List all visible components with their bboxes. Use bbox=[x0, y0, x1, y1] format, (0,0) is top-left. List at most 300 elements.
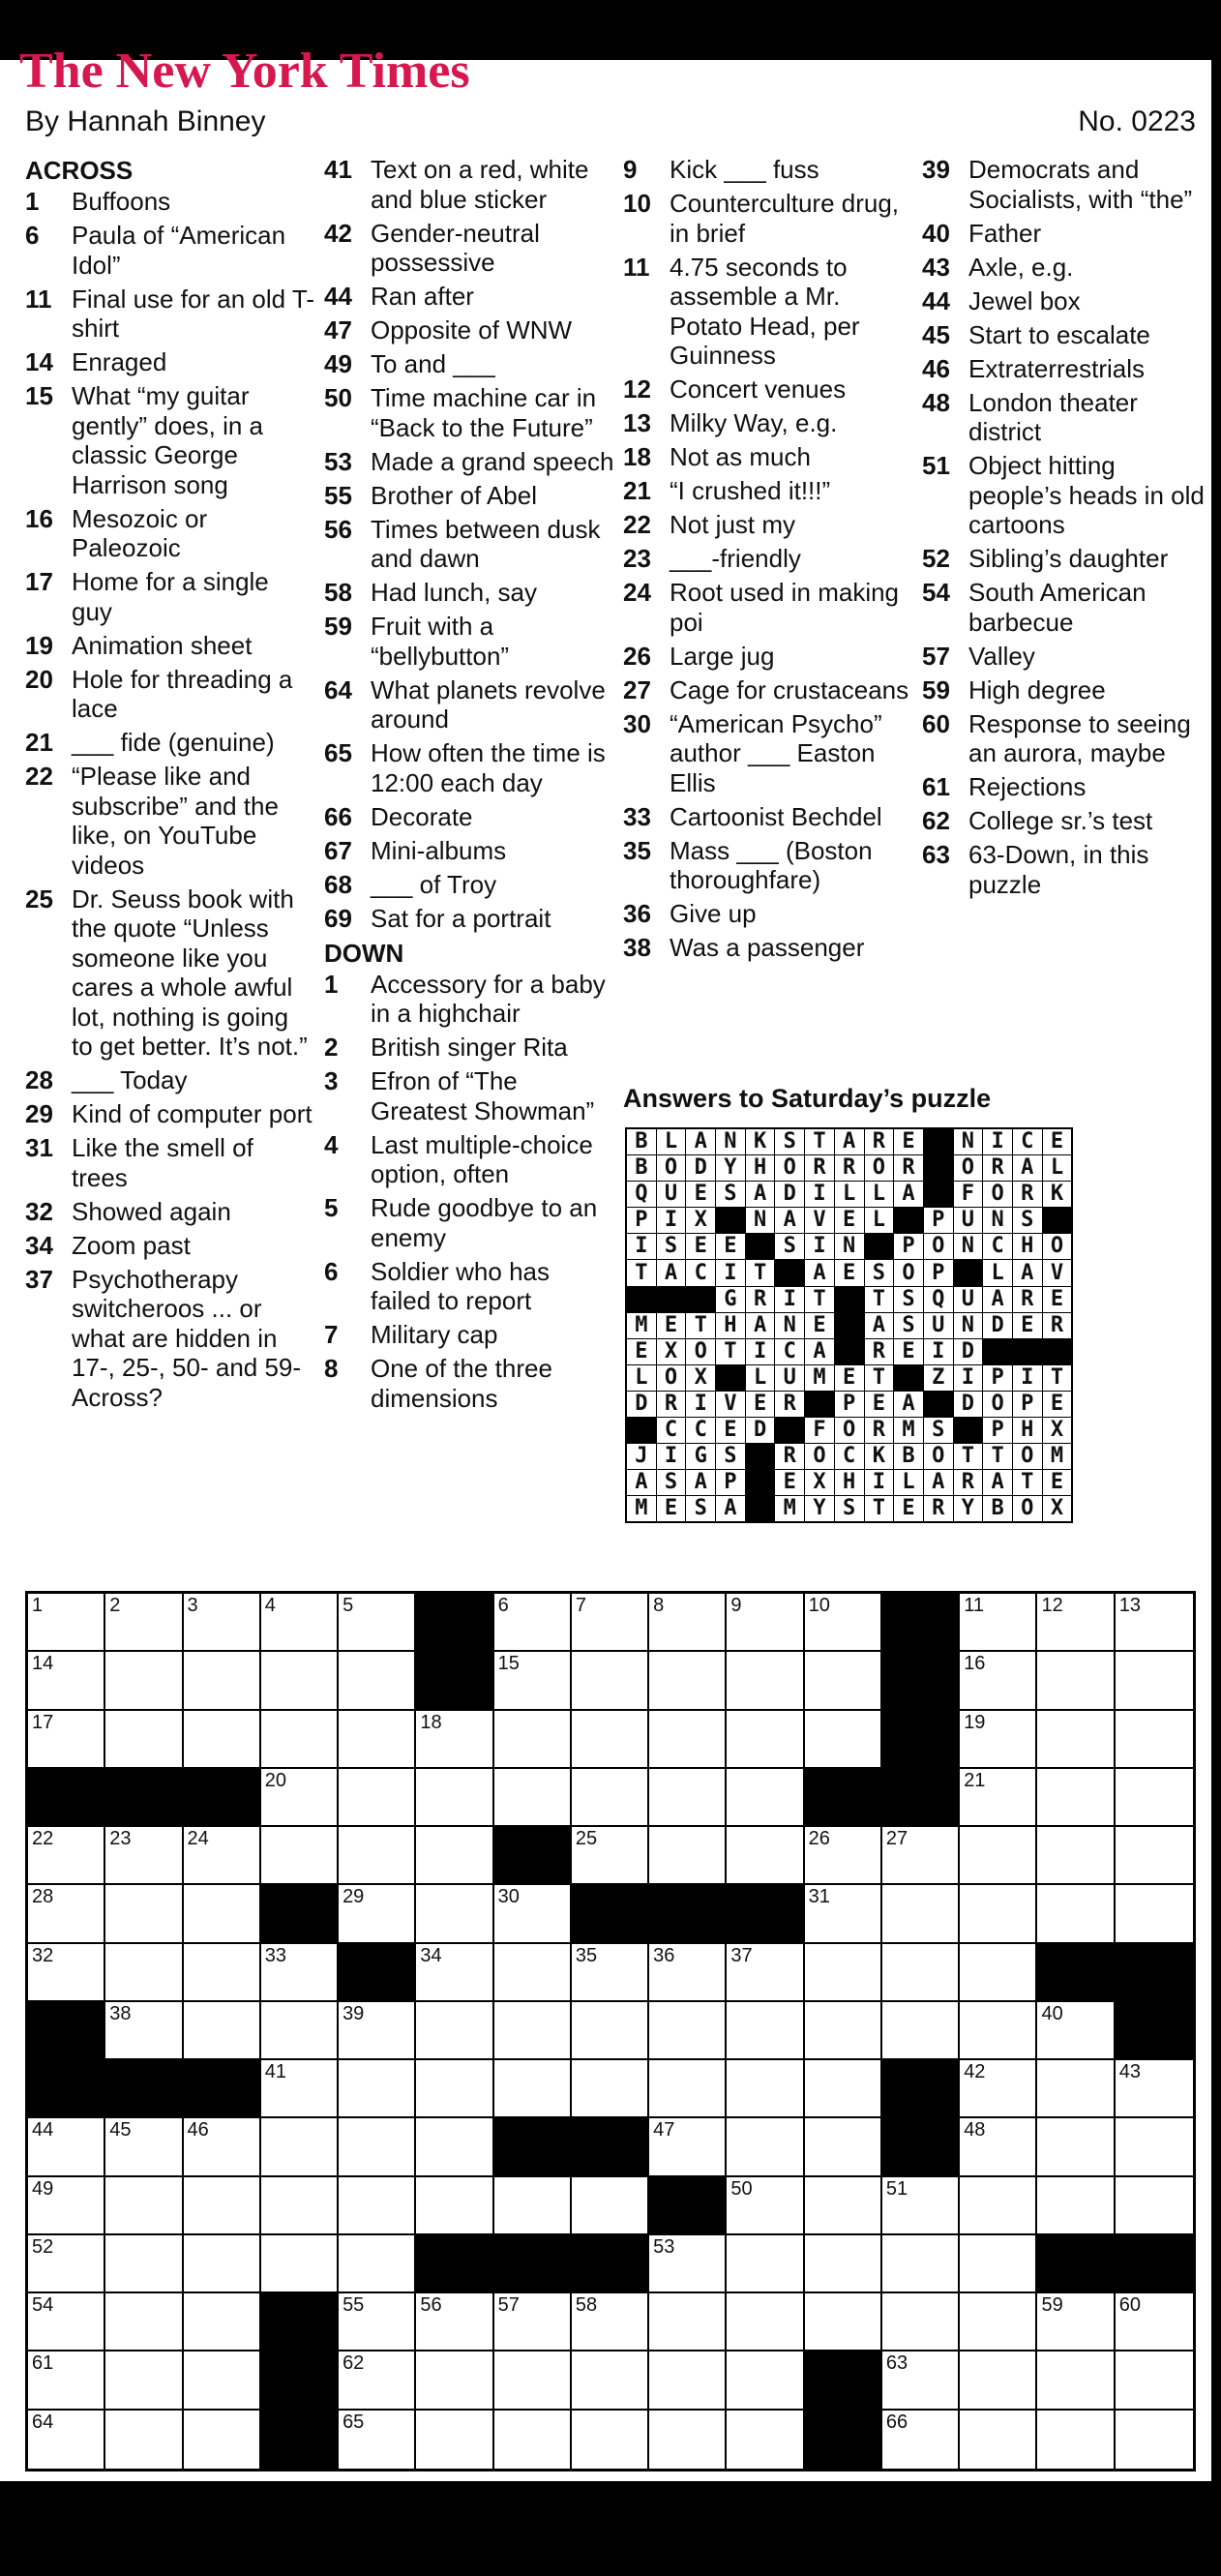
grid-cell[interactable] bbox=[805, 1885, 882, 1943]
across-clue-47[interactable] bbox=[324, 315, 614, 345]
grid-cell[interactable] bbox=[494, 1652, 572, 1710]
clue-number: 22 bbox=[25, 762, 53, 791]
across-clue-67[interactable] bbox=[324, 836, 614, 866]
down-clue-51[interactable] bbox=[922, 451, 1212, 540]
answers-letter: A bbox=[894, 1182, 924, 1208]
grid-cell[interactable] bbox=[960, 2235, 1037, 2293]
grid-cell[interactable] bbox=[805, 2293, 882, 2351]
grid-cell[interactable] bbox=[1037, 2293, 1115, 2351]
grid-cell[interactable] bbox=[184, 2177, 261, 2235]
grid-cell[interactable] bbox=[649, 1711, 727, 1769]
grid-cell[interactable] bbox=[416, 1827, 493, 1885]
grid-cell[interactable] bbox=[649, 2060, 727, 2118]
grid-cell[interactable] bbox=[416, 2002, 493, 2060]
across-clue-66[interactable] bbox=[324, 802, 614, 832]
grid-cell[interactable] bbox=[494, 2177, 572, 2235]
grid-cell[interactable] bbox=[339, 1711, 416, 1769]
grid-cell[interactable] bbox=[494, 1594, 572, 1652]
down-clue-11[interactable] bbox=[623, 253, 913, 371]
answers-letter: O bbox=[953, 1155, 983, 1182]
down-clue-5[interactable] bbox=[324, 1193, 614, 1252]
grid-cell[interactable] bbox=[960, 2293, 1037, 2351]
clue-text: Fruit with a “bellybutton” bbox=[371, 612, 510, 671]
clue-number: 9 bbox=[623, 155, 638, 184]
grid-cell[interactable] bbox=[649, 2411, 727, 2469]
grid-cell[interactable] bbox=[184, 2351, 261, 2410]
grid-cell[interactable] bbox=[572, 2060, 649, 2118]
grid-cell[interactable] bbox=[339, 1652, 416, 1710]
grid-cell[interactable] bbox=[805, 2235, 882, 2293]
across-clue-44[interactable] bbox=[324, 282, 614, 312]
grid-cell[interactable] bbox=[28, 2351, 105, 2410]
grid-cell[interactable] bbox=[28, 2177, 105, 2235]
grid-cell[interactable] bbox=[28, 1944, 105, 2002]
across-clue-59[interactable] bbox=[324, 612, 614, 671]
cell-number: 60 bbox=[1118, 2294, 1141, 2317]
grid-cell[interactable] bbox=[261, 1711, 339, 1769]
grid-cell[interactable] bbox=[882, 1885, 960, 1943]
grid-cell[interactable] bbox=[649, 1769, 727, 1827]
grid-cell[interactable] bbox=[261, 2235, 339, 2293]
clue-text: College sr.’s test bbox=[968, 806, 1153, 835]
grid-cell[interactable] bbox=[105, 2235, 183, 2293]
grid-cell[interactable] bbox=[184, 2002, 261, 2060]
down-clue-33[interactable] bbox=[623, 802, 913, 832]
grid-cell[interactable] bbox=[727, 1944, 804, 2002]
grid-cell[interactable] bbox=[960, 2060, 1037, 2118]
grid-cell[interactable] bbox=[960, 2118, 1037, 2176]
grid-cell[interactable] bbox=[184, 2293, 261, 2351]
across-clue-65[interactable] bbox=[324, 738, 614, 797]
grid-cell[interactable] bbox=[416, 2351, 493, 2410]
down-clue-30[interactable] bbox=[623, 709, 913, 798]
across-clue-69[interactable] bbox=[324, 904, 614, 934]
grid-cell[interactable] bbox=[416, 1711, 493, 1769]
grid-cell[interactable] bbox=[494, 1944, 572, 2002]
crossword-grid[interactable] bbox=[25, 1591, 1196, 2471]
grid-cell[interactable] bbox=[105, 1827, 183, 1885]
down-clue-10[interactable] bbox=[623, 189, 913, 248]
grid-cell[interactable] bbox=[494, 2351, 572, 2410]
across-clue-49[interactable] bbox=[324, 349, 614, 379]
across-clue-31[interactable] bbox=[25, 1133, 315, 1192]
across-clue-11[interactable] bbox=[25, 285, 315, 344]
across-clue-29[interactable] bbox=[25, 1099, 315, 1129]
grid-cell[interactable] bbox=[805, 1711, 882, 1769]
clue-number: 3 bbox=[324, 1066, 339, 1095]
down-clue-48[interactable] bbox=[922, 388, 1212, 447]
grid-cell[interactable] bbox=[1037, 2060, 1115, 2118]
across-clue-20[interactable] bbox=[25, 665, 315, 724]
across-clue-64[interactable] bbox=[324, 675, 614, 734]
grid-cell[interactable] bbox=[105, 1711, 183, 1769]
grid-cell[interactable] bbox=[882, 1827, 960, 1885]
clue-text: High degree bbox=[968, 674, 1106, 704]
grid-cell[interactable] bbox=[105, 1885, 183, 1943]
black-square bbox=[416, 1652, 493, 1710]
down-clue-23[interactable] bbox=[623, 544, 913, 574]
grid-cell[interactable] bbox=[339, 2235, 416, 2293]
answers-letter: N bbox=[716, 1128, 746, 1155]
across-clue-68[interactable] bbox=[324, 870, 614, 900]
grid-cell[interactable] bbox=[416, 2293, 493, 2351]
down-clue-18[interactable] bbox=[623, 442, 913, 472]
grid-cell[interactable] bbox=[649, 2235, 727, 2293]
grid-cell[interactable] bbox=[960, 1769, 1037, 1827]
grid-cell[interactable] bbox=[339, 2002, 416, 2060]
grid-cell[interactable] bbox=[727, 2351, 804, 2410]
grid-cell[interactable] bbox=[494, 1885, 572, 1943]
down-clue-7[interactable] bbox=[324, 1320, 614, 1350]
grid-cell[interactable] bbox=[261, 1827, 339, 1885]
down-clue-46[interactable] bbox=[922, 354, 1212, 384]
answers-row bbox=[626, 1155, 1072, 1182]
down-clue-9[interactable] bbox=[623, 155, 913, 185]
grid-cell[interactable] bbox=[339, 1885, 416, 1943]
grid-cell[interactable] bbox=[727, 2293, 804, 2351]
across-clue-25[interactable] bbox=[25, 884, 315, 1062]
down-clue-43[interactable] bbox=[922, 253, 1212, 283]
grid-cell[interactable] bbox=[105, 2177, 183, 2235]
grid-cell[interactable] bbox=[649, 1944, 727, 2002]
grid-cell[interactable] bbox=[727, 1594, 804, 1652]
grid-cell[interactable] bbox=[727, 1711, 804, 1769]
grid-cell[interactable] bbox=[572, 2411, 649, 2469]
grid-cell[interactable] bbox=[261, 2177, 339, 2235]
grid-cell[interactable] bbox=[184, 1711, 261, 1769]
down-clue-2[interactable] bbox=[324, 1033, 614, 1063]
clue-number: 22 bbox=[623, 510, 651, 539]
down-clue-60[interactable] bbox=[922, 709, 1212, 768]
grid-cell[interactable] bbox=[805, 1827, 882, 1885]
grid-cell[interactable] bbox=[882, 2235, 960, 2293]
grid-cell[interactable] bbox=[105, 2293, 183, 2351]
answers-letter: O bbox=[864, 1155, 894, 1182]
down-clue-8[interactable] bbox=[324, 1354, 614, 1413]
grid-cell[interactable] bbox=[805, 1652, 882, 1710]
grid-cell[interactable] bbox=[184, 1885, 261, 1943]
down-clue-12[interactable] bbox=[623, 374, 913, 404]
across-clue-53[interactable] bbox=[324, 447, 614, 477]
grid-cell[interactable] bbox=[28, 2293, 105, 2351]
grid-cell[interactable] bbox=[1037, 2177, 1115, 2235]
across-clue-58[interactable] bbox=[324, 578, 614, 608]
grid-cell[interactable] bbox=[1116, 2293, 1193, 2351]
grid-cell[interactable] bbox=[339, 2177, 416, 2235]
grid-cell[interactable] bbox=[572, 2351, 649, 2410]
grid-cell[interactable] bbox=[184, 2411, 261, 2469]
grid-cell[interactable] bbox=[960, 2411, 1037, 2469]
grid-cell[interactable] bbox=[960, 1652, 1037, 1710]
grid-cell[interactable] bbox=[494, 1711, 572, 1769]
grid-cell[interactable] bbox=[105, 2002, 183, 2060]
grid-cell[interactable] bbox=[960, 1944, 1037, 2002]
across-clue-41[interactable] bbox=[324, 155, 614, 214]
grid-cell[interactable] bbox=[1037, 1827, 1115, 1885]
down-clue-52[interactable] bbox=[922, 544, 1212, 574]
grid-cell[interactable] bbox=[105, 1594, 183, 1652]
grid-cell[interactable] bbox=[105, 1944, 183, 2002]
grid-cell[interactable] bbox=[727, 2177, 804, 2235]
across-clue-6[interactable] bbox=[25, 221, 315, 280]
grid-cell[interactable] bbox=[572, 2293, 649, 2351]
grid-cell[interactable] bbox=[1037, 2002, 1115, 2060]
clue-number: 23 bbox=[623, 544, 651, 573]
grid-cell[interactable] bbox=[572, 2177, 649, 2235]
grid-cell[interactable] bbox=[882, 2411, 960, 2469]
grid-cell[interactable] bbox=[416, 1885, 493, 1943]
grid-cell[interactable] bbox=[105, 1652, 183, 1710]
grid-cell[interactable] bbox=[1116, 2411, 1193, 2469]
grid-cell[interactable] bbox=[805, 2177, 882, 2235]
grid-cell[interactable] bbox=[184, 1944, 261, 2002]
down-clue-40[interactable] bbox=[922, 219, 1212, 249]
grid-cell[interactable] bbox=[649, 2293, 727, 2351]
black-square bbox=[882, 1769, 960, 1827]
down-clue-22[interactable] bbox=[623, 510, 913, 540]
grid-cell[interactable] bbox=[572, 2002, 649, 2060]
grid-cell[interactable] bbox=[184, 2118, 261, 2176]
grid-cell[interactable] bbox=[28, 1885, 105, 1943]
down-clue-24[interactable] bbox=[623, 578, 913, 637]
grid-cell[interactable] bbox=[882, 2351, 960, 2410]
answers-black-square bbox=[834, 1338, 864, 1364]
grid-cell[interactable] bbox=[261, 1944, 339, 2002]
clue-text: “Please like and subscribe” and the like, on YouTube videos bbox=[72, 762, 279, 880]
grid-cell[interactable] bbox=[1116, 2177, 1193, 2235]
grid-cell[interactable] bbox=[28, 1652, 105, 1710]
across-clue-42[interactable] bbox=[324, 219, 614, 278]
grid-cell[interactable] bbox=[649, 2002, 727, 2060]
grid-cell[interactable] bbox=[727, 1769, 804, 1827]
down-clue-21[interactable] bbox=[623, 476, 913, 506]
grid-cell[interactable] bbox=[727, 2118, 804, 2176]
cell-number: 32 bbox=[32, 1944, 54, 1966]
grid-cell[interactable] bbox=[727, 2002, 804, 2060]
down-clue-62[interactable] bbox=[922, 806, 1212, 836]
down-clue-6[interactable] bbox=[324, 1257, 614, 1316]
grid-cell[interactable] bbox=[805, 2060, 882, 2118]
grid-cell[interactable] bbox=[339, 2293, 416, 2351]
grid-cell[interactable] bbox=[1037, 1769, 1115, 1827]
answers-letter: I bbox=[626, 1234, 656, 1260]
grid-cell[interactable] bbox=[882, 2293, 960, 2351]
grid-cell[interactable] bbox=[649, 1827, 727, 1885]
grid-cell[interactable] bbox=[805, 2118, 882, 2176]
clue-number: 54 bbox=[922, 578, 950, 607]
grid-cell[interactable] bbox=[416, 2118, 493, 2176]
across-clue-16[interactable] bbox=[25, 504, 315, 563]
answers-letter: M bbox=[805, 1364, 835, 1391]
grid-cell[interactable] bbox=[494, 1769, 572, 1827]
grid-cell[interactable] bbox=[1116, 1769, 1193, 1827]
grid-cell[interactable] bbox=[339, 1769, 416, 1827]
grid-cell[interactable] bbox=[572, 1769, 649, 1827]
grid-cell[interactable] bbox=[727, 1652, 804, 1710]
grid-cell[interactable] bbox=[28, 1827, 105, 1885]
across-clue-50[interactable] bbox=[324, 383, 614, 442]
grid-cell[interactable] bbox=[339, 2118, 416, 2176]
grid-cell[interactable] bbox=[339, 1827, 416, 1885]
grid-cell[interactable] bbox=[105, 2411, 183, 2469]
grid-cell[interactable] bbox=[572, 1827, 649, 1885]
across-clue-56[interactable] bbox=[324, 515, 614, 574]
grid-cell[interactable] bbox=[727, 2235, 804, 2293]
grid-cell[interactable] bbox=[572, 1652, 649, 1710]
down-clue-54[interactable] bbox=[922, 578, 1212, 637]
grid-cell[interactable] bbox=[649, 2351, 727, 2410]
grid-cell[interactable] bbox=[339, 2411, 416, 2469]
grid-cell[interactable] bbox=[1116, 1652, 1193, 1710]
across-clue-34[interactable] bbox=[25, 1231, 315, 1261]
answers-letter: H bbox=[745, 1155, 775, 1182]
down-clue-63[interactable] bbox=[922, 840, 1212, 899]
answers-letter: A bbox=[686, 1128, 716, 1155]
grid-cell[interactable] bbox=[416, 2411, 493, 2469]
across-clue-22[interactable] bbox=[25, 762, 315, 880]
down-clue-4[interactable] bbox=[324, 1130, 614, 1189]
down-clue-39[interactable] bbox=[922, 155, 1212, 214]
across-clue-14[interactable] bbox=[25, 347, 315, 377]
grid-cell[interactable] bbox=[261, 1594, 339, 1652]
grid-cell[interactable] bbox=[1116, 1711, 1193, 1769]
black-square bbox=[1037, 1944, 1115, 2002]
grid-cell[interactable] bbox=[261, 1652, 339, 1710]
grid-cell[interactable] bbox=[960, 1827, 1037, 1885]
grid-cell[interactable] bbox=[494, 2002, 572, 2060]
grid-cell[interactable] bbox=[416, 1769, 493, 1827]
grid-cell[interactable] bbox=[184, 2235, 261, 2293]
grid-cell[interactable] bbox=[649, 1652, 727, 1710]
across-clue-55[interactable] bbox=[324, 481, 614, 511]
grid-cell[interactable] bbox=[1116, 2351, 1193, 2410]
grid-cell[interactable] bbox=[1116, 1827, 1193, 1885]
grid-cell[interactable] bbox=[1037, 2411, 1115, 2469]
grid-cell[interactable] bbox=[1037, 1711, 1115, 1769]
grid-cell[interactable] bbox=[882, 2002, 960, 2060]
grid-cell[interactable] bbox=[1037, 1652, 1115, 1710]
grid-cell[interactable] bbox=[960, 2177, 1037, 2235]
across-clue-1[interactable] bbox=[25, 187, 315, 217]
grid-cell[interactable] bbox=[960, 1594, 1037, 1652]
grid-cell[interactable] bbox=[805, 1594, 882, 1652]
grid-cell[interactable] bbox=[261, 1769, 339, 1827]
answers-letter: T bbox=[864, 1496, 894, 1523]
down-clue-3[interactable] bbox=[324, 1066, 614, 1125]
down-clue-38[interactable] bbox=[623, 933, 913, 963]
down-clue-27[interactable] bbox=[623, 675, 913, 705]
grid-cell[interactable] bbox=[1037, 2351, 1115, 2410]
grid-cell[interactable] bbox=[1116, 2118, 1193, 2176]
grid-cell[interactable] bbox=[494, 2293, 572, 2351]
cell-number: 65 bbox=[342, 2411, 365, 2433]
down-clue-36[interactable] bbox=[623, 899, 913, 929]
answers-letter: P bbox=[1012, 1391, 1042, 1417]
grid-cell[interactable] bbox=[572, 1711, 649, 1769]
grid-cell[interactable] bbox=[339, 1594, 416, 1652]
grid-cell[interactable] bbox=[184, 1652, 261, 1710]
down-clue-59[interactable] bbox=[922, 675, 1212, 705]
across-clue-32[interactable] bbox=[25, 1197, 315, 1227]
grid-cell[interactable] bbox=[882, 2177, 960, 2235]
across-clue-21[interactable] bbox=[25, 728, 315, 758]
grid-cell[interactable] bbox=[105, 2118, 183, 2176]
black-square bbox=[261, 2293, 339, 2351]
across-clue-19[interactable] bbox=[25, 631, 315, 661]
grid-cell[interactable] bbox=[960, 1885, 1037, 1943]
grid-cell[interactable] bbox=[805, 1944, 882, 2002]
down-clue-61[interactable] bbox=[922, 772, 1212, 802]
grid-cell[interactable] bbox=[805, 2002, 882, 2060]
clue-text: Zoom past bbox=[72, 1230, 191, 1260]
grid-cell[interactable] bbox=[416, 2177, 493, 2235]
grid-cell[interactable] bbox=[28, 1594, 105, 1652]
across-clue-15[interactable] bbox=[25, 381, 315, 499]
down-clue-45[interactable] bbox=[922, 320, 1212, 350]
grid-cell[interactable] bbox=[416, 2060, 493, 2118]
grid-cell[interactable] bbox=[727, 2411, 804, 2469]
grid-cell[interactable] bbox=[960, 2002, 1037, 2060]
grid-cell[interactable] bbox=[105, 2351, 183, 2410]
answers-letter: E bbox=[656, 1496, 686, 1523]
answers-letter: L bbox=[1042, 1155, 1072, 1182]
grid-cell[interactable] bbox=[28, 1711, 105, 1769]
grid-cell[interactable] bbox=[1116, 1594, 1193, 1652]
grid-cell[interactable] bbox=[339, 2060, 416, 2118]
grid-cell[interactable] bbox=[28, 2411, 105, 2469]
grid-cell[interactable] bbox=[261, 2060, 339, 2118]
grid-cell[interactable] bbox=[28, 2118, 105, 2176]
cell-number: 18 bbox=[420, 1711, 442, 1733]
grid-cell[interactable] bbox=[184, 1827, 261, 1885]
grid-cell[interactable] bbox=[572, 1944, 649, 2002]
answers-letter: R bbox=[953, 1470, 983, 1496]
down-clue-1[interactable] bbox=[324, 970, 614, 1029]
grid-cell[interactable] bbox=[649, 2118, 727, 2176]
grid-cell[interactable] bbox=[649, 1594, 727, 1652]
down-clue-26[interactable] bbox=[623, 642, 913, 672]
grid-cell[interactable] bbox=[572, 1594, 649, 1652]
down-clue-44[interactable] bbox=[922, 286, 1212, 316]
down-clue-13[interactable] bbox=[623, 408, 913, 438]
grid-cell[interactable] bbox=[261, 2118, 339, 2176]
grid-cell[interactable] bbox=[494, 2411, 572, 2469]
grid-cell[interactable] bbox=[1037, 2118, 1115, 2176]
down-clue-35[interactable] bbox=[623, 836, 913, 895]
grid-cell[interactable] bbox=[28, 2235, 105, 2293]
across-clue-17[interactable] bbox=[25, 567, 315, 626]
across-clue-37[interactable] bbox=[25, 1265, 315, 1413]
answers-letter: E bbox=[716, 1234, 746, 1260]
grid-cell[interactable] bbox=[882, 1944, 960, 2002]
grid-cell[interactable] bbox=[1037, 1885, 1115, 1943]
grid-cell[interactable] bbox=[339, 2351, 416, 2410]
grid-cell[interactable] bbox=[494, 2060, 572, 2118]
across-clue-28[interactable] bbox=[25, 1065, 315, 1095]
grid-cell[interactable] bbox=[416, 1944, 493, 2002]
grid-cell[interactable] bbox=[960, 2351, 1037, 2410]
grid-cell[interactable] bbox=[727, 2060, 804, 2118]
answers-letter: R bbox=[983, 1155, 1013, 1182]
grid-cell[interactable] bbox=[727, 1827, 804, 1885]
grid-cell[interactable] bbox=[1116, 1885, 1193, 1943]
grid-cell[interactable] bbox=[184, 1594, 261, 1652]
grid-cell[interactable] bbox=[261, 2002, 339, 2060]
down-clue-57[interactable] bbox=[922, 642, 1212, 672]
grid-cell[interactable] bbox=[1116, 2060, 1193, 2118]
grid-cell[interactable] bbox=[1037, 1594, 1115, 1652]
grid-cell[interactable] bbox=[960, 1711, 1037, 1769]
